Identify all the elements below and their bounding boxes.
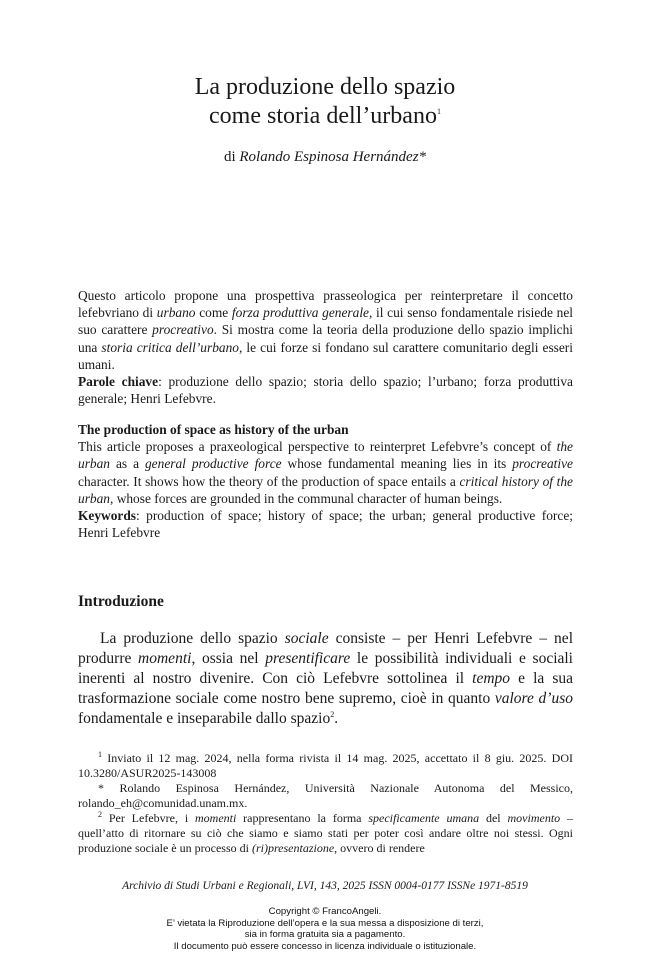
article-title-text: come storia dell’urbano xyxy=(209,103,437,129)
footnote-text: , ovvero di rendere xyxy=(334,841,425,855)
author-prefix: di xyxy=(223,149,240,165)
journal-citation: Archivio di Studi Urbani e Regionali, LVI, 143, 2025 ISSN 0004-0177 ISSNe 1971-8519 xyxy=(122,880,528,892)
body-emphasis: valore d’uso xyxy=(494,690,573,707)
body-emphasis: sociale xyxy=(284,630,329,647)
abstract-text: character. It shows how the theory of the production of space entails a xyxy=(78,473,460,489)
copyright-line: Il documento può essere concesso in licenza individuale o istituzionale. xyxy=(173,940,477,952)
footnote-mark: 1 xyxy=(98,750,102,759)
body-text: . xyxy=(334,710,339,727)
footnote-emphasis: specificamente umana xyxy=(368,811,480,825)
article-title-line-1: La produzione dello spazio xyxy=(194,74,456,100)
keywords-label: Keywords xyxy=(78,508,137,524)
footnote-emphasis: movimento xyxy=(507,811,561,825)
copyright-line: sia in forma gratuita sia a pagamento. xyxy=(244,929,406,940)
english-title: The production of space as history of the urban xyxy=(78,422,349,437)
abstract-emphasis: general productive force xyxy=(144,456,282,472)
body-text: La produzione dello spazio xyxy=(100,630,285,647)
footnote-text: * Rolando Espinosa Hernández, Università Nazionale Autonoma del Messico, rolando_eh@comunidad.unam.mx. xyxy=(78,781,573,810)
abstract-text: , le cui forze si fondano sul carattere comunitario degli esseri umani. xyxy=(78,339,573,372)
footnotes xyxy=(78,751,573,856)
keywords-label: Parole chiave xyxy=(78,374,159,390)
abstract-emphasis: procreativo xyxy=(152,322,214,338)
footnote-text: Inviato il 12 mag. 2024, nella forma rivista il 14 mag. 2025, accettato il 8 giu. 2025. DOI 10.3280/ASUR2025-143008 xyxy=(78,751,573,780)
introduction-paragraph xyxy=(78,629,573,729)
abstract-emphasis: critical history of the urban xyxy=(78,473,573,506)
footnote-text: – quell’atto di ritornare su ciò che siamo e siamo stati per poter così andare oltre noi stessi. Ogni produzione sociale è un processo di xyxy=(78,811,573,855)
body-emphasis: tempo xyxy=(472,670,511,687)
abstract-text: Questo articolo propone una prospettiva prasseologica per reinterpretare il concetto lefebvriano di xyxy=(78,288,573,321)
body-text: e la sua trasformazione sociale come nostro bene supremo, cioè in quanto xyxy=(78,670,573,707)
body-emphasis: momenti xyxy=(138,650,192,667)
title-footnote-mark[interactable]: 1 xyxy=(436,107,441,116)
author-byline xyxy=(0,149,650,166)
footnote-author xyxy=(78,781,573,811)
abstract-text: This article proposes a praxeological perspective to reinterpret Lefebvre’s concept of xyxy=(78,439,557,455)
footnote-1 xyxy=(78,751,573,781)
article-title-line-2 xyxy=(0,102,650,130)
abstract-text: , whose forces are grounded in the communal character of human beings. xyxy=(110,490,503,506)
abstract-emphasis: procreative xyxy=(512,456,573,472)
abstract-text: come xyxy=(195,305,232,321)
abstract-emphasis: forza produttiva generale xyxy=(231,305,369,321)
author-name: Rolando Espinosa Hernández* xyxy=(239,149,427,165)
copyright-line: E’ vietata la Riproduzione dell’opera e la sua messa a disposizione di terzi, xyxy=(166,917,484,929)
keywords-list: : produzione dello spazio; storia dello spazio; l’urbano; forza produttiva generale; Henri Lefebvre. xyxy=(78,374,573,407)
body-text: le possibilità individuali e sociali inerenti al nostro divenire. Con ciò Lefebvre sottolinea il xyxy=(78,650,573,687)
section-heading-introduzione: Introduzione xyxy=(78,593,164,610)
abstract-emphasis: storia critica dell’urbano xyxy=(101,339,239,355)
keywords-list: : production of space; history of space; the urban; general productive force; Henri Lefebvre xyxy=(78,508,573,541)
footnote-text: Per Lefebvre, i xyxy=(102,811,196,825)
abstract-emphasis: the urban xyxy=(78,439,573,472)
body-text: consiste – per Henri Lefebvre – nel produrre xyxy=(78,630,573,667)
footnote-emphasis: momenti xyxy=(195,811,237,825)
abstract-text: as a xyxy=(110,456,145,472)
abstract-text: whose fundamental meaning lies in its xyxy=(281,456,513,472)
footnote-ref-2[interactable]: 2 xyxy=(330,709,335,719)
footnote-2 xyxy=(78,811,573,856)
body-emphasis: presentificare xyxy=(265,650,351,667)
abstract-emphasis: urbano xyxy=(156,305,196,321)
footnote-emphasis: (ri)presentazione xyxy=(251,841,335,855)
body-text: fondamentale e inseparabile dallo spazio xyxy=(78,710,331,727)
abstract-italian xyxy=(78,287,573,407)
body-text: , ossia nel xyxy=(191,650,266,667)
abstract-text: , il cui senso fondamentale risiede nel suo carattere xyxy=(78,305,573,338)
footnote-mark: 2 xyxy=(98,810,102,819)
abstract-text: . Si mostra come la teoria della produzione dello spazio implichi una xyxy=(78,322,573,355)
footnote-text: del xyxy=(479,811,508,825)
copyright-notice xyxy=(0,906,650,952)
copyright-line: Copyright © FrancoAngeli. xyxy=(268,906,382,917)
abstract-english xyxy=(78,421,573,541)
footnote-text: rappresentano la forma xyxy=(236,811,369,825)
